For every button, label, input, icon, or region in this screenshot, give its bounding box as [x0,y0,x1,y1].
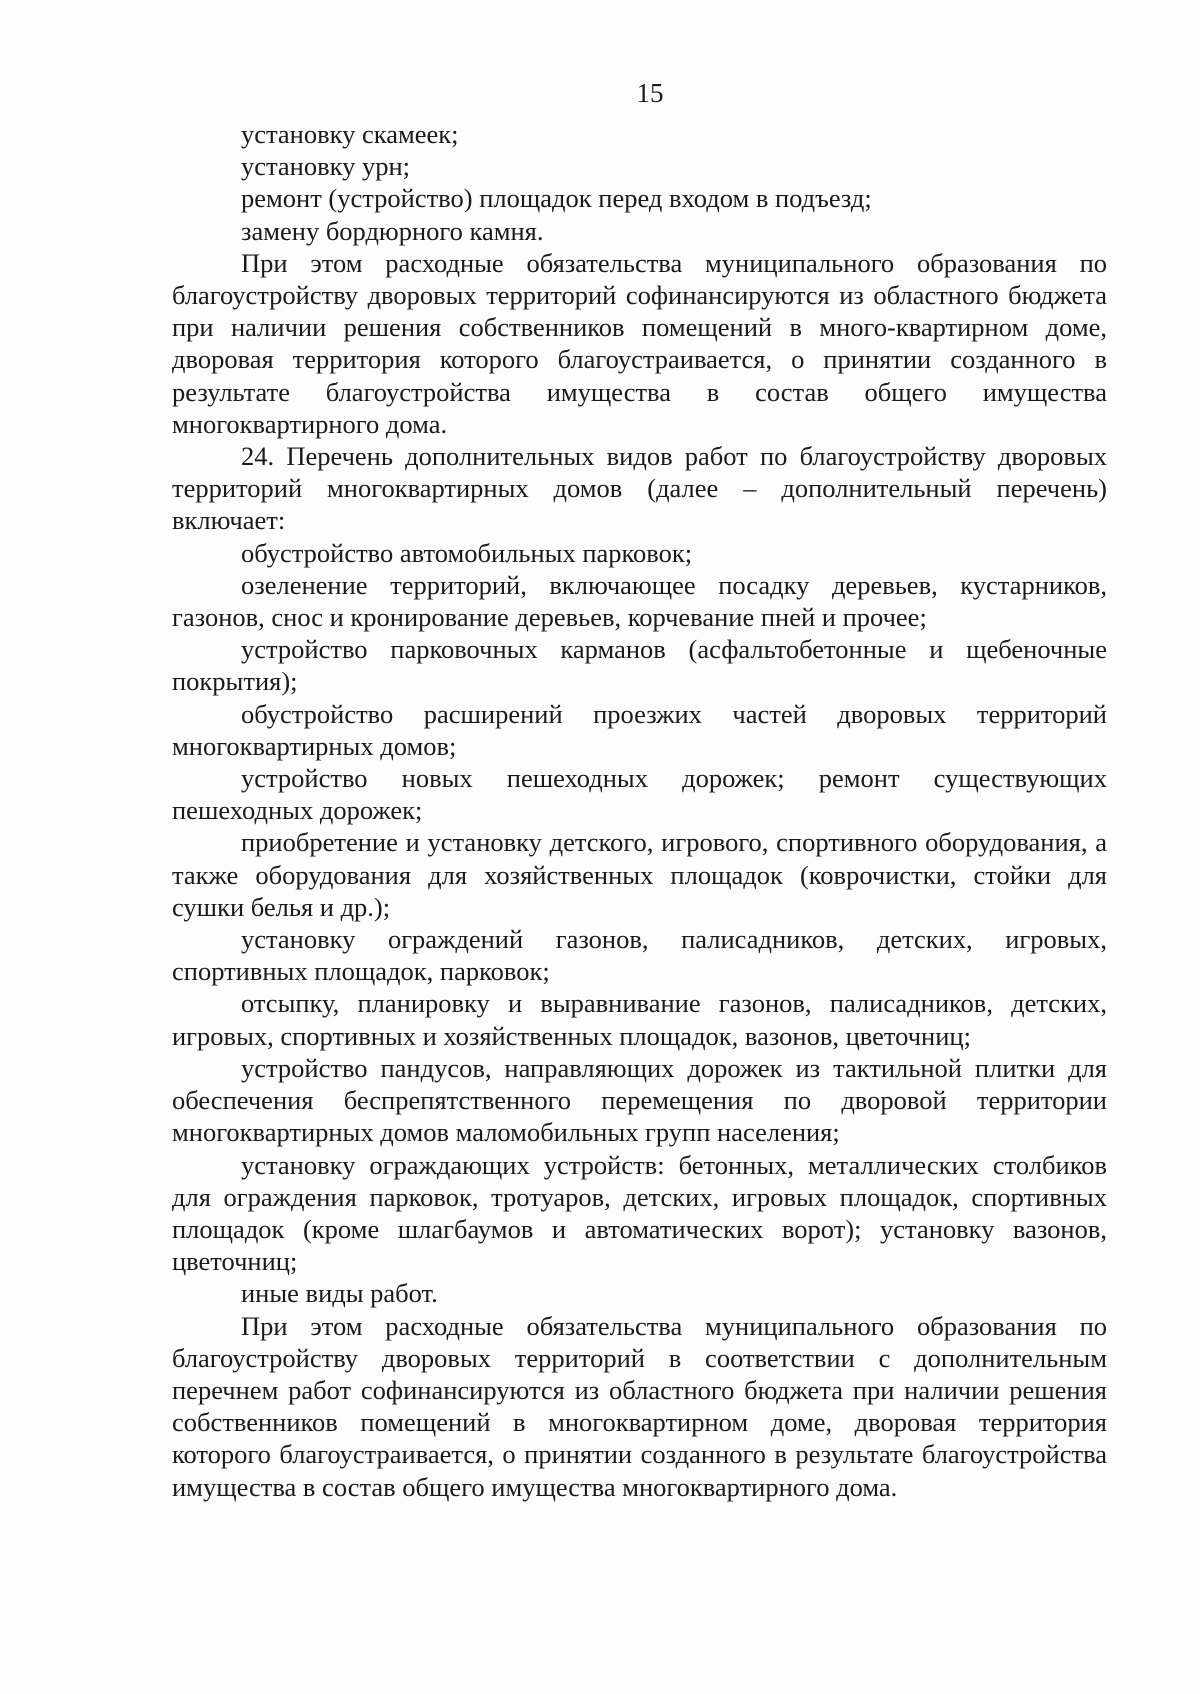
list-item-barriers: установку ограждающих устройств: бетонных, металлических столбиков для ограждения парковок, тротуаров, детских, игровых площадок, спортивных площадок (кроме шлагбаумов и автоматических ворот); установку вазонов, цветочниц; [172,1149,1107,1277]
paragraph-item-24: 24. Перечень дополнительных видов работ по благоустройству дворовых территорий многоквартирных домов (далее – дополнительный перечень) включает: [172,441,1107,536]
list-item-ramps: устройство пандусов, направляющих дорожек из тактильной плитки для обеспечения беспрепятственного перемещения по дворовой территории многоквартирных домов маломобильных групп населения; [172,1052,1107,1148]
list-item-leveling: отсыпку, планировку и выравнивание газонов, палисадников, детских, игровых, спортивных и хозяйственных площадок, вазонов, цветочниц; [172,988,1107,1051]
list-item-roadway-widening: обустройство расширений проезжих частей дворовых территорий многоквартирных домов; [172,698,1107,761]
list-item-parking: обустройство автомобильных парковок; [241,537,693,568]
list-item-benches: установку скамеек; [241,119,459,149]
list-item-equipment: приобретение и установку детского, игрового, спортивного оборудования, а также оборудования для хозяйственных площадок (коврочистки, стойки для сушки белья и др.); [172,827,1107,922]
list-item-footpaths: устройство новых пешеходных дорожек; ремонт существующих пешеходных дорожек; [172,763,1107,826]
list-item-fencing: установку ограждений газонов, палисадников, детских, игровых, спортивных площадок, парковок; [172,924,1107,987]
page-number: 15 [636,78,664,108]
list-item-curb-stone: замену бордюрного камня. [241,215,544,246]
list-item-other-works: иные виды работ. [241,1278,438,1309]
document-body [172,118,1107,1503]
list-item-bins: установку урн; [241,151,411,182]
paragraph-cofinancing-basic: При этом расходные обязательства муниципального образования по благоустройству дворовых территорий софинансируются из областного бюджета при наличии решения собственников помещений в много-квартирном доме, дворовая территория которого благоустраивается, о принятии созданного в результате благоустройства имущества в состав общего имущества многоквартирного дома. [172,247,1107,439]
list-item-entrance-areas: ремонт (устройство) площадок перед входом в подъезд; [241,183,872,214]
list-item-parking-pockets: устройство парковочных карманов (асфальтобетонные и щебеночные покрытия); [172,634,1107,697]
paragraph-cofinancing-additional: При этом расходные обязательства муниципального образования по благоустройству дворовых территорий в соответствии с дополнительным перечнем работ софинансируются из областного бюджета при наличии решения собственников помещений в многоквартирном доме, дворовая территория которого благоустраивается, о принятии созданного в результате благоустройства имущества в состав общего имущества многоквартирного дома. [172,1310,1107,1502]
list-item-greening: озеленение территорий, включающее посадку деревьев, кустарников, газонов, снос и кронирование деревьев, корчевание пней и прочее; [172,569,1107,633]
